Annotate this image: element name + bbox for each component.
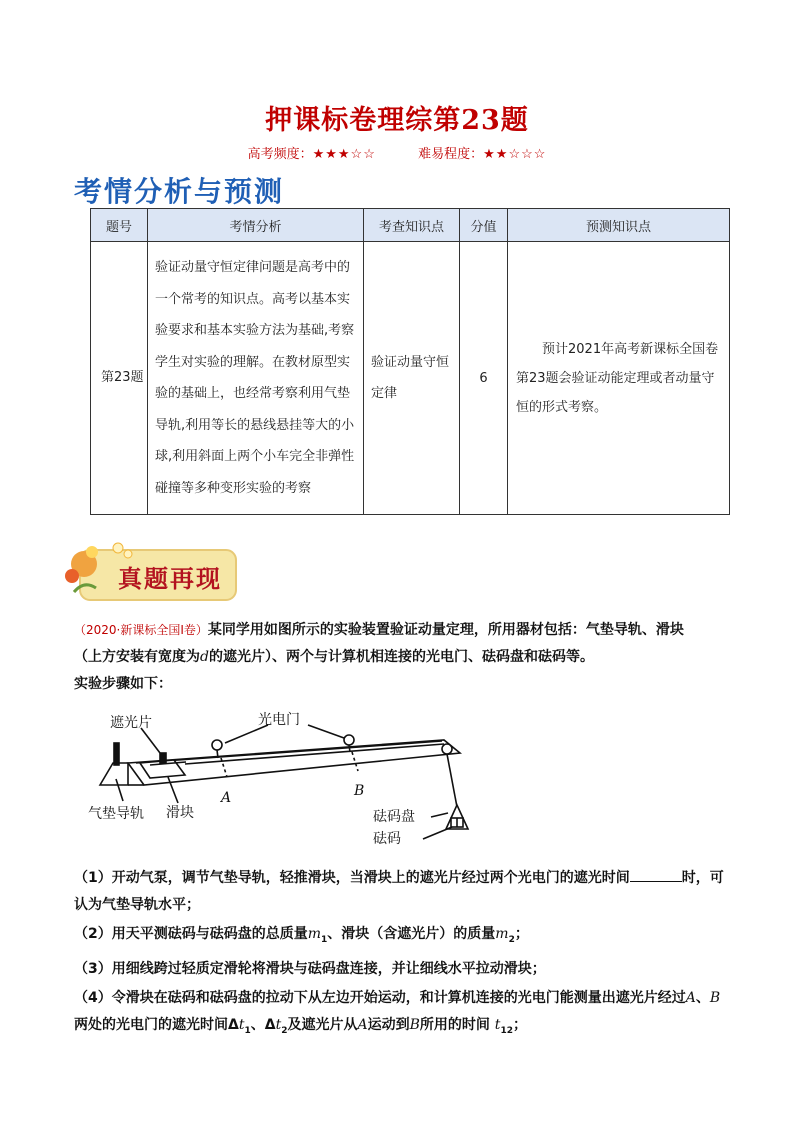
step-1 bbox=[74, 865, 724, 919]
problem-source: （2020·新课标全国Ⅰ卷） bbox=[74, 623, 208, 637]
page-title: 押课标卷理综第23题 bbox=[265, 105, 529, 136]
var-t2-sub: 2 bbox=[281, 1025, 288, 1036]
step-3: （3）用细线跨过轻质定滑轮将滑块与砝码盘连接，并让细线水平拉动滑块； bbox=[74, 960, 546, 977]
step-1-text-b: 时，可 bbox=[681, 870, 724, 886]
label-zheguangpian: 遮光片 bbox=[110, 715, 152, 731]
header-cell: 考情分析 bbox=[148, 209, 364, 242]
step-2-text-c: ； bbox=[514, 926, 529, 942]
difficulty-stars: ★★☆☆☆ bbox=[483, 147, 547, 162]
difficulty-label: 难易程度： bbox=[418, 147, 484, 162]
var-t12-sub: 12 bbox=[500, 1025, 513, 1036]
knowledge-point-cell: 验证动量守恒定律 bbox=[364, 242, 460, 515]
frequency-label: 高考频度： bbox=[247, 147, 313, 162]
header-cell: 考查知识点 bbox=[364, 209, 460, 242]
label-pan: 砝码盘 bbox=[373, 809, 415, 825]
step-4-text-d: 及遮光片从 bbox=[287, 1016, 358, 1033]
question-number-cell: 第23题 bbox=[91, 242, 148, 515]
experiment-diagram bbox=[88, 705, 488, 850]
step-1-text-c: 认为气垫导轨水平； bbox=[74, 897, 200, 913]
step-2 bbox=[74, 921, 724, 954]
label-b: B bbox=[354, 783, 365, 799]
section-title: 考情分析与预测 bbox=[74, 175, 285, 208]
var-t: t bbox=[275, 1016, 282, 1033]
analysis-table bbox=[90, 208, 730, 515]
step-4-text-e: 运动到 bbox=[367, 1016, 410, 1033]
var-a: A bbox=[685, 989, 696, 1006]
table-row bbox=[91, 242, 730, 515]
experiment-steps bbox=[74, 865, 724, 1045]
var-a: A bbox=[357, 1016, 368, 1033]
prediction-cell: 预计2021年高考新课标全国卷第23题会验证动能定理或者动量守恒的形式考察。 bbox=[508, 242, 730, 515]
var-m1: m bbox=[307, 926, 322, 942]
answer-blank bbox=[630, 868, 682, 882]
var-m1-sub: 1 bbox=[321, 934, 328, 945]
problem-intro bbox=[74, 617, 724, 698]
difficulty-meta bbox=[0, 143, 794, 162]
step-4-text-g: ； bbox=[512, 1016, 527, 1033]
real-question-badge bbox=[62, 540, 240, 608]
frequency-stars: ★★★☆☆ bbox=[312, 147, 376, 162]
var-t: t bbox=[238, 1016, 245, 1033]
intro-line-2a: （上方安装有宽度为 bbox=[74, 649, 200, 665]
var-b: B bbox=[709, 989, 721, 1006]
label-huakuai: 滑块 bbox=[166, 805, 194, 821]
steps-title: 实验步骤如下： bbox=[74, 676, 172, 692]
header-cell: 预测知识点 bbox=[508, 209, 730, 242]
score-cell: 6 bbox=[460, 242, 508, 515]
label-a: A bbox=[221, 790, 232, 806]
label-guangdianmen: 光电门 bbox=[258, 712, 300, 728]
step-4-sep: 、 bbox=[695, 989, 710, 1006]
step-4 bbox=[74, 985, 724, 1045]
var-d: d bbox=[200, 649, 209, 665]
step-4-text-a: （4）令滑块在砝码和砝码盘的拉动下从左边开始运动，和计算机连接的光电门能测量出遮光片经过 bbox=[74, 989, 686, 1006]
intro-line-1: 某同学用如图所示的实验装置验证动量定理，所用器材包括：气垫导轨、滑块 bbox=[207, 622, 684, 638]
step-4-text-b: 两处的光电门的遮光时间Δ bbox=[74, 1016, 239, 1033]
label-daogui: 气垫导轨 bbox=[88, 806, 144, 822]
step-1-text-a: （1）开动气泵，调节气垫导轨，轻推滑块，当滑块上的遮光片经过两个光电门的遮光时间 bbox=[74, 870, 630, 886]
table-header-row bbox=[91, 209, 730, 242]
badge-text: 真题再现 bbox=[118, 565, 222, 593]
header-cell: 题号 bbox=[91, 209, 148, 242]
var-t1-sub: 1 bbox=[244, 1025, 251, 1036]
intro-line-2b: 的遮光片）、两个与计算机相连接的光电门、砝码盘和砝码等。 bbox=[208, 649, 594, 665]
step-4-text-c: 、Δ bbox=[250, 1016, 276, 1033]
step-2-text-b: 、滑块（含遮光片）的质量 bbox=[327, 926, 496, 942]
step-4-text-f: 所用的时间 bbox=[419, 1016, 495, 1033]
header-cell: 分值 bbox=[460, 209, 508, 242]
var-m2-sub: 2 bbox=[508, 934, 515, 945]
var-t: t bbox=[494, 1016, 501, 1033]
analysis-cell: 验证动量守恒定律问题是高考中的一个常考的知识点。高考以基本实验要求和基本实验方法为基础,考察学生对实验的理解。在教材原型实验的基础上，也经常考察利用气垫导轨,利用等长的悬线悬挂等大的小球,利用斜面上两个小车完全非弹性碰撞等多种变形实验的考察 bbox=[148, 242, 364, 515]
var-m2: m bbox=[495, 926, 509, 942]
var-b: B bbox=[409, 1016, 420, 1033]
step-2-text-a: （2）用天平测砝码与砝码盘的总质量 bbox=[74, 926, 308, 942]
label-ma: 砝码 bbox=[373, 831, 401, 847]
